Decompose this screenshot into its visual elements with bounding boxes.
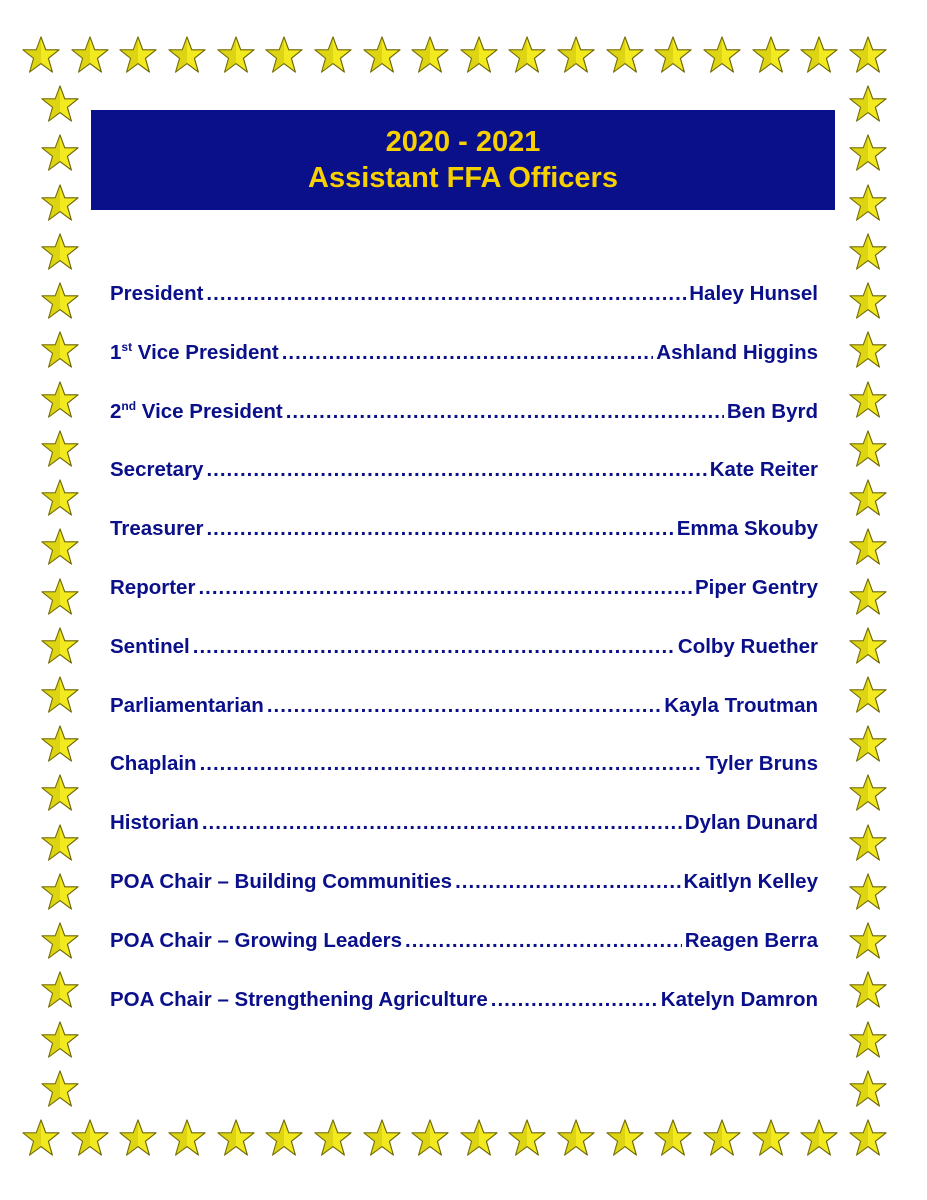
- dot-leader: [193, 635, 675, 659]
- star-icon: [849, 233, 887, 271]
- dot-leader: [491, 988, 658, 1012]
- star-icon: [800, 36, 838, 74]
- star-icon: [41, 331, 79, 369]
- star-icon: [41, 184, 79, 222]
- officer-row: [110, 282, 818, 341]
- dot-leader: [455, 870, 680, 894]
- star-icon: [41, 971, 79, 1009]
- officer-row: [110, 635, 818, 694]
- star-icon: [849, 676, 887, 714]
- officer-role: POA Chair – Strengthening Agriculture: [110, 987, 488, 1011]
- star-icon: [41, 1070, 79, 1108]
- officer-name: Ben Byrd: [726, 399, 818, 423]
- star-icon: [314, 1119, 352, 1157]
- officer-name: Kate Reiter: [709, 458, 818, 482]
- star-icon: [119, 1119, 157, 1157]
- dot-leader: [267, 694, 661, 718]
- officer-name: Dylan Dunard: [684, 811, 818, 835]
- star-icon: [41, 282, 79, 320]
- star-icon: [41, 922, 79, 960]
- star-icon: [22, 36, 60, 74]
- star-icon: [41, 725, 79, 763]
- star-icon: [849, 282, 887, 320]
- star-icon: [217, 36, 255, 74]
- star-icon: [508, 36, 546, 74]
- star-icon: [41, 1021, 79, 1059]
- star-icon: [314, 36, 352, 74]
- dot-leader: [202, 811, 682, 835]
- star-icon: [654, 1119, 692, 1157]
- star-icon: [41, 774, 79, 812]
- star-icon: [168, 1119, 206, 1157]
- star-icon: [752, 1119, 790, 1157]
- star-icon: [363, 1119, 401, 1157]
- star-icon: [849, 36, 887, 74]
- star-icon: [849, 381, 887, 419]
- dot-leader: [286, 400, 724, 424]
- officer-row: [110, 870, 818, 929]
- officer-role: Treasurer: [110, 517, 204, 541]
- star-icon: [41, 676, 79, 714]
- officer-role: Sentinel: [110, 634, 190, 658]
- star-icon: [849, 134, 887, 172]
- star-icon: [849, 479, 887, 517]
- star-icon: [41, 381, 79, 419]
- officer-name: Tyler Bruns: [705, 752, 818, 776]
- star-icon: [460, 36, 498, 74]
- officer-role: 1st Vice President: [110, 339, 279, 364]
- officer-name: Piper Gentry: [694, 575, 818, 599]
- officer-role: Parliamentarian: [110, 693, 264, 717]
- star-icon: [606, 1119, 644, 1157]
- star-icon: [411, 36, 449, 74]
- officer-name: Kaitlyn Kelley: [683, 869, 818, 893]
- star-icon: [849, 184, 887, 222]
- officer-name: Haley Hunsel: [689, 282, 818, 305]
- star-icon: [217, 1119, 255, 1157]
- officer-list: [110, 282, 818, 1046]
- officer-name: Kayla Troutman: [664, 693, 818, 717]
- officer-row: [110, 517, 818, 576]
- star-icon: [849, 824, 887, 862]
- star-icon: [22, 1119, 60, 1157]
- star-icon: [849, 1070, 887, 1108]
- star-icon: [703, 36, 741, 74]
- officer-role: Secretary: [110, 458, 204, 482]
- officer-row: [110, 458, 818, 517]
- officer-row: [110, 811, 818, 870]
- star-icon: [41, 479, 79, 517]
- star-icon: [363, 36, 401, 74]
- star-icon: [71, 36, 109, 74]
- officer-row: [110, 576, 818, 635]
- star-icon: [71, 1119, 109, 1157]
- star-icon: [606, 36, 644, 74]
- dot-leader: [206, 458, 706, 482]
- officer-role: Historian: [110, 811, 199, 835]
- dot-leader: [198, 576, 692, 600]
- officer-name: Ashland Higgins: [656, 340, 818, 364]
- star-icon: [41, 430, 79, 468]
- star-icon: [849, 430, 887, 468]
- officer-role: 2nd Vice President: [110, 398, 283, 423]
- officer-name: Reagen Berra: [684, 928, 818, 952]
- officer-role: POA Chair – Growing Leaders: [110, 928, 403, 952]
- star-icon: [849, 873, 887, 911]
- star-icon: [460, 1119, 498, 1157]
- star-icon: [849, 725, 887, 763]
- star-icon: [849, 922, 887, 960]
- star-icon: [168, 36, 206, 74]
- star-icon: [752, 36, 790, 74]
- officer-name: Colby Ruether: [677, 634, 818, 658]
- star-icon: [41, 873, 79, 911]
- star-icon: [41, 233, 79, 271]
- star-icon: [41, 824, 79, 862]
- star-icon: [41, 134, 79, 172]
- star-icon: [119, 36, 157, 74]
- star-icon: [849, 1119, 887, 1157]
- star-icon: [411, 1119, 449, 1157]
- star-icon: [849, 578, 887, 616]
- star-icon: [557, 36, 595, 74]
- star-icon: [849, 1021, 887, 1059]
- officer-role: Chaplain: [110, 752, 197, 776]
- star-icon: [41, 578, 79, 616]
- officer-role: POA Chair – Building Communities: [110, 869, 453, 893]
- officer-row: [110, 988, 818, 1047]
- star-icon: [849, 774, 887, 812]
- star-icon: [849, 331, 887, 369]
- star-icon: [654, 36, 692, 74]
- officer-row: [110, 752, 818, 811]
- dot-leader: [206, 282, 686, 306]
- officer-role: President: [110, 282, 204, 305]
- officer-name: Emma Skouby: [676, 517, 818, 541]
- title-banner: [91, 110, 835, 210]
- officer-name: Katelyn Damron: [660, 987, 818, 1011]
- star-icon: [265, 1119, 303, 1157]
- dot-leader: [405, 929, 682, 953]
- star-icon: [41, 528, 79, 566]
- dot-leader: [200, 752, 703, 776]
- star-icon: [849, 627, 887, 665]
- star-icon: [849, 85, 887, 123]
- star-icon: [800, 1119, 838, 1157]
- title-text: Assistant FFA Officers: [308, 162, 618, 194]
- star-icon: [849, 528, 887, 566]
- officer-row: [110, 400, 818, 459]
- officer-row: [110, 929, 818, 988]
- dot-leader: [282, 341, 654, 365]
- star-icon: [703, 1119, 741, 1157]
- star-icon: [508, 1119, 546, 1157]
- officer-row: [110, 341, 818, 400]
- officer-role: Reporter: [110, 575, 196, 599]
- star-icon: [265, 36, 303, 74]
- star-icon: [41, 627, 79, 665]
- title-year: 2020 - 2021: [385, 126, 541, 158]
- star-icon: [849, 971, 887, 1009]
- dot-leader: [206, 517, 673, 541]
- star-icon: [557, 1119, 595, 1157]
- star-icon: [41, 85, 79, 123]
- officer-row: [110, 694, 818, 753]
